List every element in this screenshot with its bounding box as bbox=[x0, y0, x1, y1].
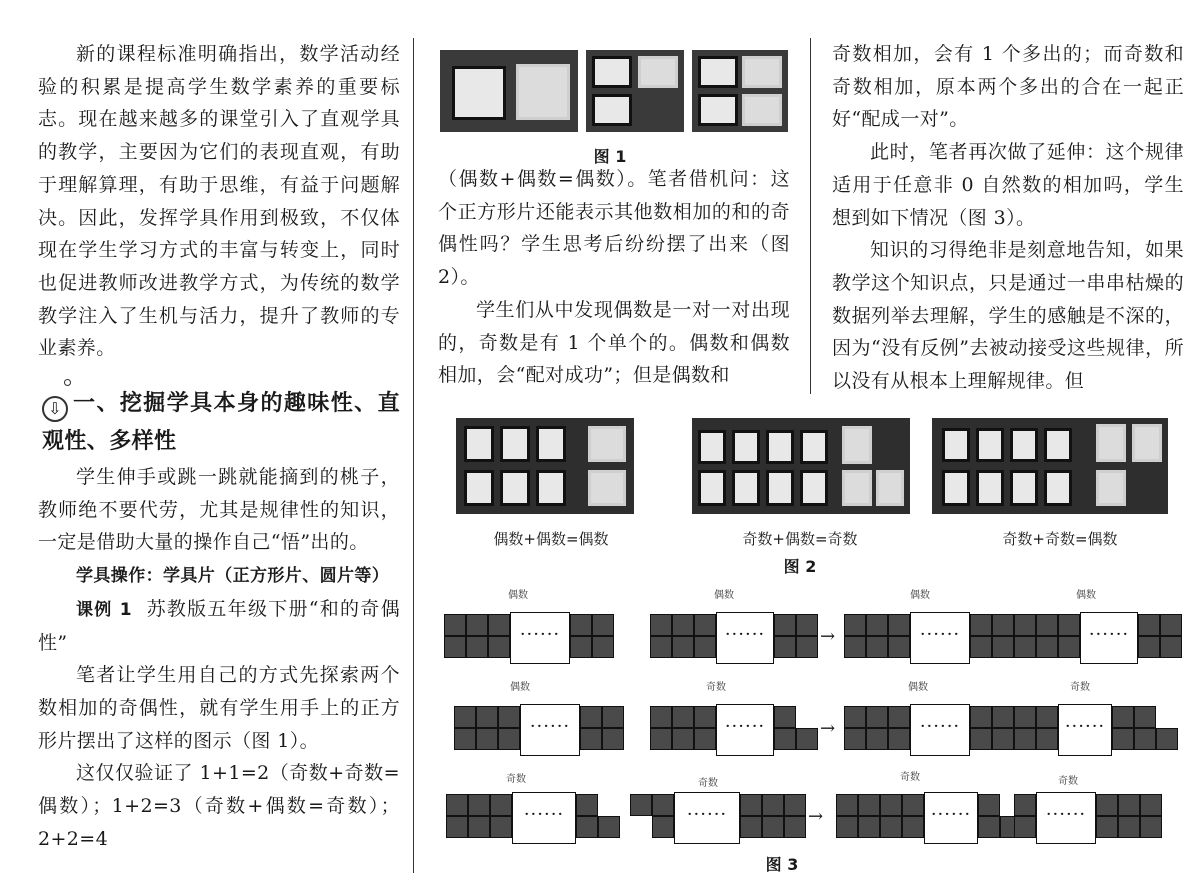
down-arrow-icon: ⇩ bbox=[42, 396, 68, 422]
paragraph-odd-odd: 奇数相加，会有 1 个多出的；而奇数和奇数相加，原本两个多出的合在一起正好“配成一对”。 bbox=[832, 43, 1184, 131]
grid-cell bbox=[672, 614, 694, 636]
grid-cell bbox=[1036, 728, 1058, 750]
ellipsis-box: ······ bbox=[512, 792, 576, 844]
square-tile bbox=[536, 470, 566, 506]
strip-label: 偶数 bbox=[510, 682, 530, 693]
grid-cell bbox=[650, 728, 672, 750]
grid-cell bbox=[1140, 794, 1162, 816]
grid-cell bbox=[694, 706, 716, 728]
grid-cell bbox=[444, 614, 466, 636]
strip-label: 奇数 bbox=[706, 682, 726, 693]
square-tile bbox=[800, 430, 828, 464]
square-tile bbox=[500, 470, 530, 506]
grid-cell bbox=[694, 728, 716, 750]
grid-cell bbox=[970, 636, 992, 658]
square-tile bbox=[464, 426, 494, 462]
column-3 bbox=[832, 38, 1184, 398]
square-tile bbox=[516, 64, 570, 120]
paragraph-even-even: （偶数+偶数=偶数）。笔者借机问：这个正方形片还能表示其他数相加的和的奇偶性吗？学生思考后纷纷摆了出来（图 2）。 bbox=[438, 168, 790, 289]
grid-cell bbox=[796, 614, 818, 636]
grid-cell bbox=[902, 816, 924, 838]
square-tile bbox=[464, 470, 494, 506]
square-tile bbox=[452, 66, 506, 120]
grid-cell bbox=[888, 706, 910, 728]
square-tile bbox=[698, 430, 726, 464]
grid-cell bbox=[1014, 614, 1036, 636]
figure-1-photo-b bbox=[586, 50, 684, 132]
grid-cell bbox=[498, 728, 520, 750]
grid-cell bbox=[454, 706, 476, 728]
grid-cell bbox=[570, 636, 592, 658]
square-tile bbox=[942, 470, 970, 506]
grid-cell bbox=[1014, 728, 1036, 750]
column-2 bbox=[438, 163, 790, 392]
grid-cell bbox=[992, 614, 1014, 636]
grid-cell bbox=[468, 794, 490, 816]
decor-dot-icon bbox=[64, 379, 71, 386]
square-tile bbox=[698, 94, 738, 126]
square-tile bbox=[842, 470, 872, 506]
paragraph-verify: 这仅仅验证了 1+1=2（奇数+奇数=偶数）；1+2=3（奇数+偶数=奇数）；2+2=4 bbox=[38, 762, 400, 850]
ellipsis-box: ······ bbox=[716, 612, 774, 664]
ellipsis-box: ······ bbox=[910, 704, 970, 756]
figure-2-caption-even-even: 偶数+偶数=偶数 bbox=[493, 530, 609, 548]
square-tile bbox=[766, 430, 794, 464]
square-tile bbox=[876, 470, 904, 506]
grid-cell bbox=[902, 794, 924, 816]
grid-cell bbox=[880, 794, 902, 816]
ellipsis-box: ······ bbox=[910, 612, 970, 664]
square-tile bbox=[592, 94, 632, 126]
square-tile bbox=[976, 470, 1004, 506]
square-tile bbox=[766, 470, 794, 506]
square-tile bbox=[732, 470, 760, 506]
grid-cell bbox=[652, 794, 674, 816]
grid-cell bbox=[1138, 636, 1160, 658]
grid-cell bbox=[598, 816, 620, 838]
square-tile bbox=[500, 426, 530, 462]
strip-label: 偶数 bbox=[508, 590, 528, 601]
grid-cell bbox=[1096, 816, 1118, 838]
grid-cell bbox=[970, 728, 992, 750]
square-tile bbox=[638, 56, 678, 88]
grid-cell bbox=[652, 816, 674, 838]
grid-cell bbox=[992, 706, 1014, 728]
figure-3-title: 图 3 bbox=[765, 855, 799, 874]
figure-2-photo-odd-even bbox=[692, 418, 910, 514]
square-tile bbox=[1132, 424, 1162, 462]
figure-2-caption-odd-even: 奇数+偶数=奇数 bbox=[742, 530, 858, 548]
grid-cell bbox=[844, 706, 866, 728]
strip-label: 奇数 bbox=[506, 774, 526, 785]
grid-cell bbox=[1156, 728, 1178, 750]
grid-cell bbox=[978, 794, 1000, 816]
square-tile bbox=[742, 94, 782, 126]
grid-cell bbox=[762, 816, 784, 838]
grid-cell bbox=[1014, 816, 1036, 838]
grid-cell bbox=[576, 816, 598, 838]
grid-cell bbox=[1058, 614, 1080, 636]
square-tile bbox=[1096, 470, 1126, 506]
square-tile bbox=[742, 56, 782, 88]
figure-2-title: 图 2 bbox=[783, 557, 817, 576]
figure-1-photo-c bbox=[692, 50, 788, 132]
grid-cell bbox=[866, 614, 888, 636]
paragraph-explore: 笔者让学生用自己的方式先探索两个数相加的奇偶性，就有学生用手上的正方形片摆出了这样的图示（图 1）。 bbox=[38, 664, 400, 752]
tools-line bbox=[38, 559, 400, 593]
figure-2-caption-odd-odd: 奇数+奇数=偶数 bbox=[1002, 530, 1118, 548]
strip-label: 奇数 bbox=[1070, 682, 1090, 693]
grid-cell bbox=[1134, 728, 1156, 750]
grid-cell bbox=[784, 794, 806, 816]
column-divider bbox=[810, 38, 811, 394]
strip-label: 奇数 bbox=[900, 772, 920, 783]
square-tile bbox=[698, 56, 738, 88]
grid-cell bbox=[1058, 636, 1080, 658]
grid-cell bbox=[476, 706, 498, 728]
square-tile bbox=[1010, 428, 1038, 462]
square-tile bbox=[732, 430, 760, 464]
ellipsis-box: ······ bbox=[924, 792, 978, 844]
grid-cell bbox=[970, 706, 992, 728]
grid-cell bbox=[740, 794, 762, 816]
grid-cell bbox=[774, 614, 796, 636]
square-tile bbox=[976, 428, 1004, 462]
section-heading-text: 一、挖掘学具本身的趣味性、直观性、多样性 bbox=[42, 391, 400, 455]
grid-cell bbox=[570, 614, 592, 636]
right-arrow-icon: → bbox=[808, 806, 824, 827]
grid-cell bbox=[888, 728, 910, 750]
grid-cell bbox=[1112, 728, 1134, 750]
grid-cell bbox=[466, 636, 488, 658]
strip-label: 偶数 bbox=[714, 590, 734, 601]
square-tile bbox=[1010, 470, 1038, 506]
paragraph-extend: 此时，笔者再次做了延伸：这个规律适用于任意非 0 自然数的相加吗，学生想到如下情况（图 3）。 bbox=[832, 141, 1184, 229]
grid-cell bbox=[836, 794, 858, 816]
grid-cell bbox=[888, 614, 910, 636]
ellipsis-box: ······ bbox=[674, 792, 740, 844]
column-1 bbox=[38, 38, 400, 855]
grid-cell bbox=[592, 614, 614, 636]
grid-cell bbox=[1118, 816, 1140, 838]
grid-cell bbox=[774, 706, 796, 728]
grid-cell bbox=[650, 706, 672, 728]
right-arrow-icon: → bbox=[820, 626, 836, 647]
figure-2-photo-odd-odd bbox=[932, 418, 1168, 514]
grid-cell bbox=[476, 728, 498, 750]
section-heading bbox=[38, 385, 400, 461]
grid-cell bbox=[978, 816, 1000, 838]
strip-label: 奇数 bbox=[698, 778, 718, 789]
grid-cell bbox=[1014, 706, 1036, 728]
grid-cell bbox=[488, 636, 510, 658]
grid-cell bbox=[650, 614, 672, 636]
grid-cell bbox=[580, 728, 602, 750]
grid-cell bbox=[992, 636, 1014, 658]
grid-cell bbox=[1036, 614, 1058, 636]
paragraph-intro: 新的课程标准明确指出，数学活动经验的积累是提高学生数学素养的重要标志。现在越来越多的课堂引入了直观学具的教学，主要因为它们的表现直观，有助于理解算理，有助于思维，有益于问题解决。因此，发挥学具作用到极致，不仅体现在学生学习方式的丰富与转变上，同时也促进教师改进教学方式，为传统的数学教学注入了生机与活力，提升了教师的专业素养。 bbox=[38, 43, 400, 360]
ellipsis-box: ······ bbox=[510, 612, 570, 664]
square-tile bbox=[698, 470, 726, 506]
square-tile bbox=[536, 426, 566, 462]
figure-1-photo-a bbox=[440, 50, 578, 132]
grid-cell bbox=[880, 816, 902, 838]
lesson-label: 课例 1 bbox=[76, 599, 132, 620]
grid-cell bbox=[576, 794, 598, 816]
square-tile bbox=[1044, 470, 1072, 506]
grid-cell bbox=[866, 728, 888, 750]
grid-cell bbox=[454, 728, 476, 750]
grid-cell bbox=[740, 816, 762, 838]
grid-cell bbox=[836, 816, 858, 838]
grid-cell bbox=[844, 636, 866, 658]
grid-cell bbox=[866, 636, 888, 658]
square-tile bbox=[588, 470, 626, 506]
tools-label: 学具操作：学具片（正方形片、圆片等） bbox=[76, 566, 390, 587]
grid-cell bbox=[866, 706, 888, 728]
grid-cell bbox=[1140, 816, 1162, 838]
grid-cell bbox=[650, 636, 672, 658]
grid-cell bbox=[602, 728, 624, 750]
grid-cell bbox=[762, 794, 784, 816]
ellipsis-box: ······ bbox=[520, 704, 580, 756]
grid-cell bbox=[888, 636, 910, 658]
grid-cell bbox=[602, 706, 624, 728]
square-tile bbox=[942, 428, 970, 462]
lesson-title: 苏教版五年级下册“和的奇偶性” bbox=[38, 597, 400, 654]
strip-label: 奇数 bbox=[1058, 776, 1078, 787]
paragraph-discover: 学生们从中发现偶数是一对一对出现的，奇数是有 1 个单个的。偶数和偶数相加，会“配对成功”；但是偶数和 bbox=[438, 298, 790, 387]
grid-cell bbox=[858, 816, 880, 838]
square-tile bbox=[842, 426, 872, 464]
square-tile bbox=[1044, 428, 1072, 462]
grid-cell bbox=[1014, 636, 1036, 658]
grid-cell bbox=[844, 728, 866, 750]
square-tile bbox=[800, 470, 828, 506]
grid-cell bbox=[1096, 794, 1118, 816]
grid-cell bbox=[694, 614, 716, 636]
grid-cell bbox=[580, 706, 602, 728]
square-tile bbox=[588, 426, 626, 462]
grid-cell bbox=[1138, 614, 1160, 636]
column-divider bbox=[413, 38, 414, 873]
square-tile bbox=[1096, 424, 1126, 462]
grid-cell bbox=[844, 614, 866, 636]
grid-cell bbox=[970, 614, 992, 636]
grid-cell bbox=[694, 636, 716, 658]
grid-cell bbox=[498, 706, 520, 728]
grid-cell bbox=[1112, 706, 1134, 728]
ellipsis-box: ······ bbox=[716, 704, 774, 756]
strip-label: 偶数 bbox=[908, 682, 928, 693]
grid-cell bbox=[446, 816, 468, 838]
grid-cell bbox=[858, 794, 880, 816]
grid-cell bbox=[490, 816, 512, 838]
figure-2-photo-even-even bbox=[456, 418, 634, 514]
grid-cell bbox=[774, 636, 796, 658]
grid-cell bbox=[1134, 706, 1156, 728]
ellipsis-box: ······ bbox=[1058, 704, 1112, 756]
grid-cell bbox=[1014, 794, 1036, 816]
grid-cell bbox=[1160, 614, 1182, 636]
right-arrow-icon: → bbox=[820, 718, 836, 739]
grid-cell bbox=[1118, 794, 1140, 816]
paragraph-knowledge: 知识的习得绝非是刻意地告知，如果教学这个知识点，只是通过一串串枯燥的数据列举去理解，学生的感触是不深的，因为“没有反例”去被动接受这些规律，所以没有从根本上理解规律。但 bbox=[832, 239, 1184, 393]
grid-cell bbox=[630, 794, 652, 816]
grid-cell bbox=[488, 614, 510, 636]
grid-cell bbox=[672, 706, 694, 728]
square-tile bbox=[592, 56, 632, 88]
grid-cell bbox=[992, 728, 1014, 750]
lesson-line bbox=[38, 593, 400, 659]
grid-cell bbox=[490, 794, 512, 816]
figure-1-caption: 图 1 bbox=[593, 147, 627, 166]
grid-cell bbox=[466, 614, 488, 636]
grid-cell bbox=[1036, 706, 1058, 728]
ellipsis-box: ······ bbox=[1036, 792, 1096, 844]
grid-cell bbox=[774, 728, 796, 750]
strip-label: 偶数 bbox=[910, 590, 930, 601]
grid-cell bbox=[1036, 636, 1058, 658]
grid-cell bbox=[444, 636, 466, 658]
grid-cell bbox=[672, 636, 694, 658]
grid-cell bbox=[796, 636, 818, 658]
grid-cell bbox=[784, 816, 806, 838]
grid-cell bbox=[796, 728, 818, 750]
ellipsis-box: ······ bbox=[1080, 612, 1138, 664]
grid-cell bbox=[592, 636, 614, 658]
paragraph-peach: 学生伸手或跳一跳就能摘到的桃子，教师绝不要代劳，尤其是规律性的知识，一定是借助大量的操作自己“悟”出的。 bbox=[38, 466, 400, 554]
grid-cell bbox=[672, 728, 694, 750]
grid-cell bbox=[468, 816, 490, 838]
grid-cell bbox=[446, 794, 468, 816]
strip-label: 偶数 bbox=[1076, 590, 1096, 601]
grid-cell bbox=[1160, 636, 1182, 658]
